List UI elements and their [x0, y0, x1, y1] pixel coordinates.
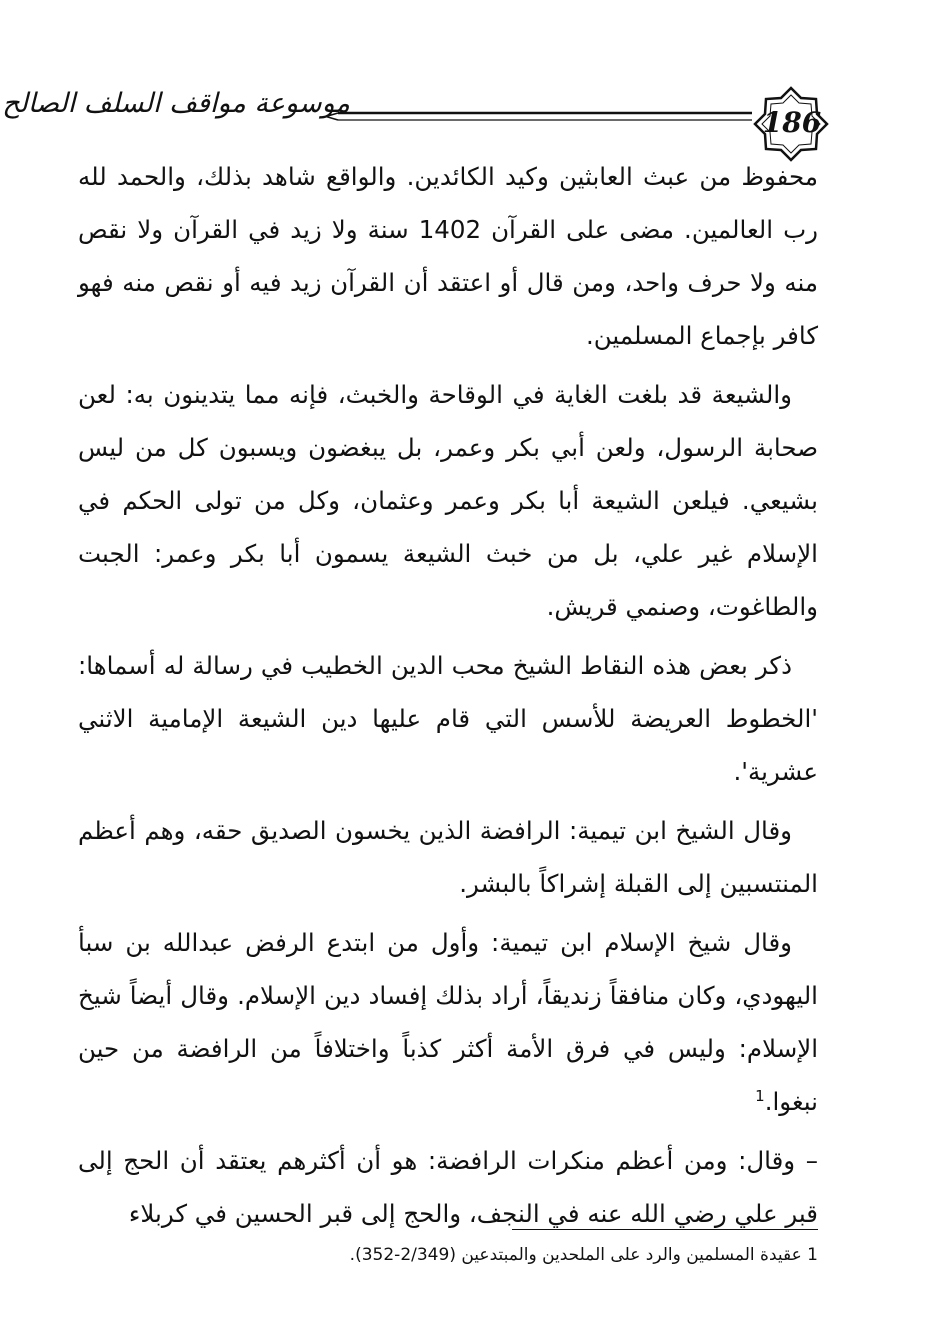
paragraph	[78, 639, 818, 798]
paragraph-text: محفوظ من عبث العابثين وكيد الكائدين. والواقع شاهد بذلك، والحمد لله رب العالمين. مضى على القرآن 1402 سنة ولا زيد في القرآن ولا نقص منه ولا حرف واحد، ومن قال أو اعتقد أن القرآن زيد فيه أو نقص منه فهو كافر بإجماع المسلمين.	[78, 162, 818, 350]
paragraph-text: والشيعة قد بلغت الغاية في الوقاحة والخبث، فإنه مما يتدينون به: لعن صحابة الرسول، ولعن أبي بكر وعمر، بل يبغضون ويسبون كل من ليس بشيعي. فيلعن الشيعة أبا بكر وعمر وعثمان، وكل من تولى الحكم في الإسلام غير علي، بل من خبث الشيعة يسمون أبا بكر وعمر: الجبت والطاغوت، وصنمي قريش.	[78, 380, 818, 621]
series-title: موسوعة مواقف السلف الصالح	[2, 88, 350, 119]
paragraph-text: وقال شيخ الإسلام ابن تيمية: وأول من ابتدع الرفض عبدالله بن سبأ اليهودي، وكان منافقاً زنديقاً، أراد بذلك إفساد دين الإسلام. وقال أيضاً شيخ الإسلام: وليس في فرق الأمة أكثر كذباً واختلافاً من الرافضة من حين نبغوا.	[78, 928, 818, 1116]
paragraph	[78, 150, 818, 362]
paragraph-text: ذكر بعض هذه النقاط الشيخ محب الدين الخطيب في رسالة له أسماها: 'الخطوط العريضة للأسس التي قام عليها دين الشيعة الإمامية الاثني عشرية'.	[78, 651, 818, 786]
footnote-separator	[512, 1229, 818, 1230]
paragraph	[78, 916, 818, 1128]
footnote: 1 عقيدة المسلمين والرد على الملحدين والمبتدعين (2/349-352).	[349, 1245, 818, 1265]
paragraph	[78, 1134, 818, 1240]
paragraph-text: وقال الشيخ ابن تيمية: الرافضة الذين يخسون الصديق حقه، وهم أعظم المنتسبين إلى القبلة إشراكاً بالبشر.	[78, 816, 818, 898]
paragraph	[78, 368, 818, 633]
paragraph	[78, 804, 818, 910]
paragraph-text: – وقال: ومن أعظم منكرات الرافضة: هو أن أكثرهم يعتقد أن الحج إلى قبر علي رضي الله عنه في النجف، والحج إلى قبر الحسين في كربلاء	[78, 1146, 818, 1228]
main-text	[78, 150, 818, 1246]
page-number: 186	[762, 106, 822, 139]
page-header	[0, 0, 935, 150]
footnote-reference[interactable]: 1	[755, 1086, 765, 1105]
